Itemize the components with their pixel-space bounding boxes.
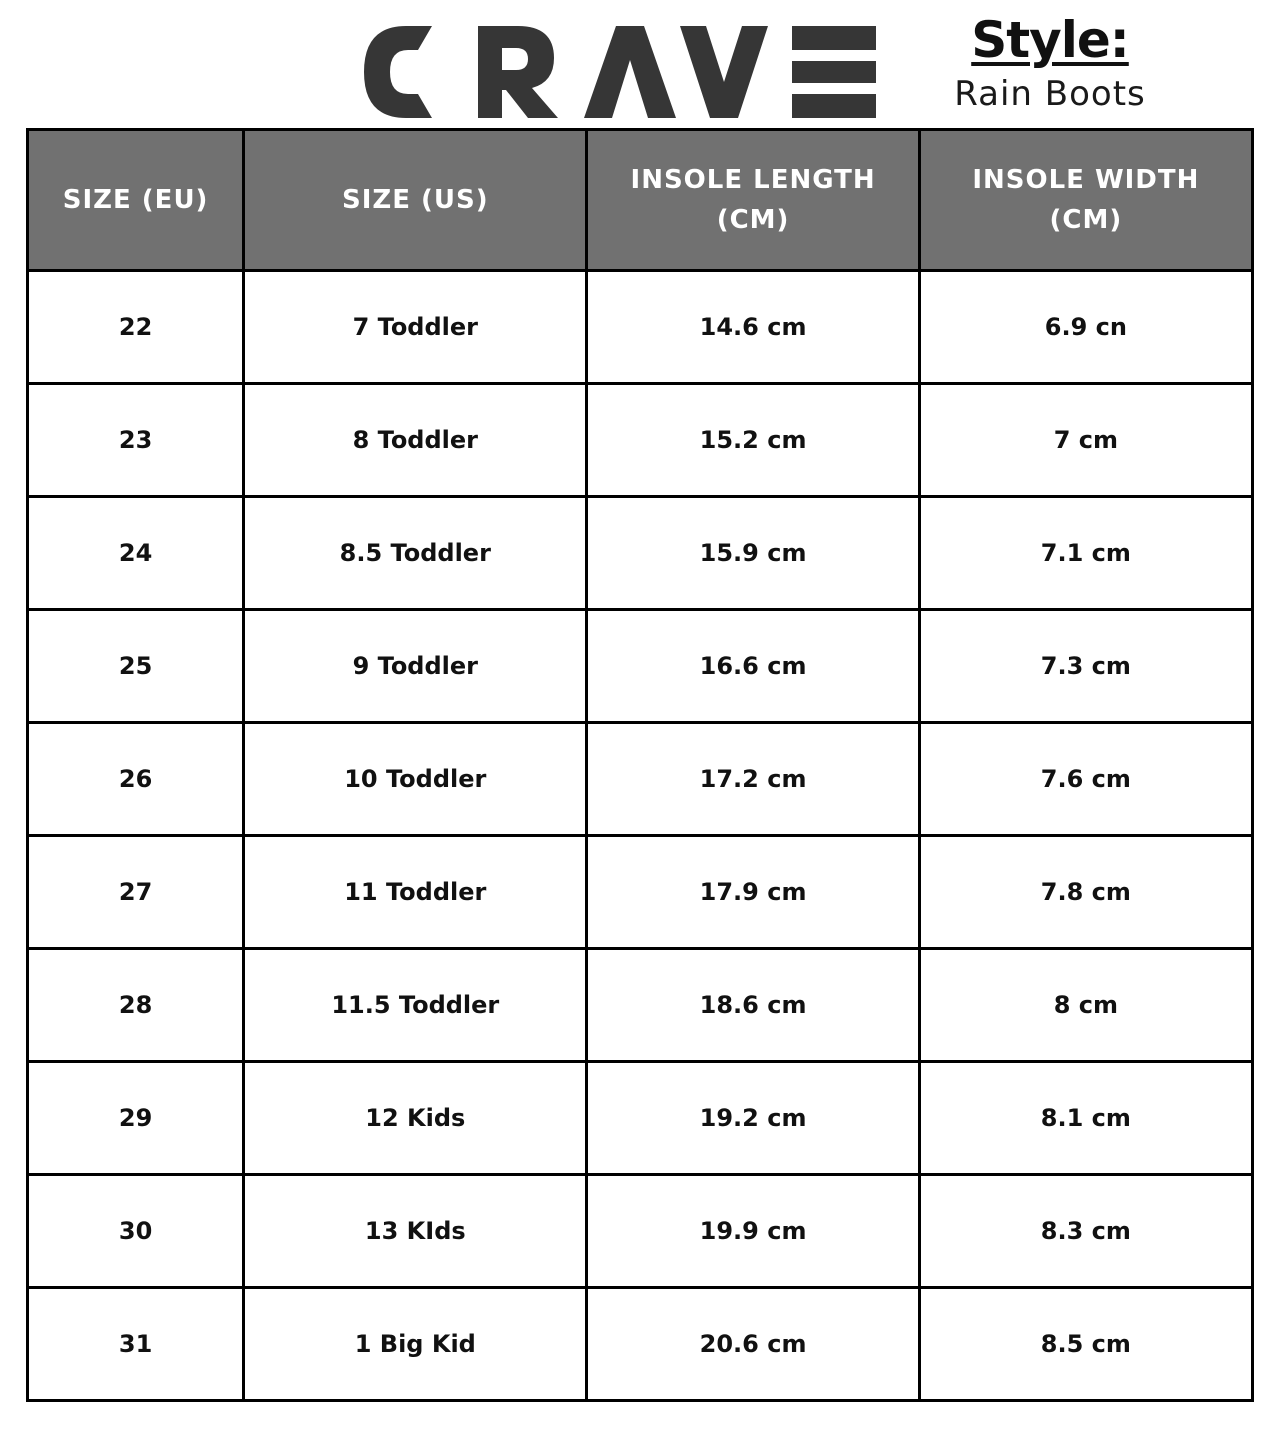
cell-size-us: 1 Big Kid [244, 1288, 587, 1401]
table-row [28, 836, 1253, 949]
cell-insole-width: 8.1 cm [919, 1062, 1252, 1175]
cell-insole-length: 17.2 cm [587, 723, 919, 836]
style-block [930, 10, 1170, 116]
logo-letter-r [478, 26, 558, 118]
header-size-eu-label: SIZE (EU) [62, 185, 209, 215]
header-insole-width-line1: INSOLE WIDTH [972, 165, 1200, 195]
cell-size-eu: 22 [28, 271, 244, 384]
cell-insole-width: 7.6 cm [919, 723, 1252, 836]
cell-size-eu: 25 [28, 610, 244, 723]
header-insole-length [587, 130, 919, 271]
cell-size-us: 8 Toddler [244, 384, 587, 497]
cell-insole-width: 8.5 cm [919, 1288, 1252, 1401]
table-row [28, 1062, 1253, 1175]
cell-insole-length: 14.6 cm [587, 271, 919, 384]
cell-insole-width: 8 cm [919, 949, 1252, 1062]
cell-size-us: 11 Toddler [244, 836, 587, 949]
header-insole-width [919, 130, 1252, 271]
logo-letter-e-mid [792, 61, 876, 83]
logo-letter-c [364, 26, 432, 118]
cell-size-us: 10 Toddler [244, 723, 587, 836]
header-insole-length-line1: INSOLE LENGTH [630, 165, 876, 195]
table-row [28, 384, 1253, 497]
table-header-row [28, 130, 1253, 271]
cell-insole-length: 15.9 cm [587, 497, 919, 610]
cell-size-us: 11.5 Toddler [244, 949, 587, 1062]
cell-size-us: 9 Toddler [244, 610, 587, 723]
style-heading: Style: [971, 11, 1129, 69]
logo-letter-e-bottom [792, 94, 876, 118]
cell-insole-width: 6.9 cn [919, 271, 1252, 384]
cell-insole-width: 8.3 cm [919, 1175, 1252, 1288]
header-insole-width-line2: (CM) [1049, 205, 1123, 235]
header-size-eu [28, 130, 244, 271]
header-size-us [244, 130, 587, 271]
cell-size-us: 7 Toddler [244, 271, 587, 384]
cell-size-eu: 28 [28, 949, 244, 1062]
cell-size-us: 13 KIds [244, 1175, 587, 1288]
cell-size-eu: 26 [28, 723, 244, 836]
size-chart-table [26, 128, 1254, 1402]
logo-letter-a [584, 26, 676, 118]
table-row [28, 949, 1253, 1062]
style-value: Rain Boots [954, 74, 1146, 114]
header-insole-length-line2: (CM) [716, 205, 790, 235]
header-size-us-label: SIZE (US) [341, 185, 489, 215]
cell-insole-width: 7 cm [919, 384, 1252, 497]
table-row [28, 1288, 1253, 1401]
cell-insole-length: 19.9 cm [587, 1175, 919, 1288]
logo-letter-v [680, 26, 768, 118]
table-row [28, 610, 1253, 723]
cell-insole-width: 7.1 cm [919, 497, 1252, 610]
cell-size-eu: 29 [28, 1062, 244, 1175]
cell-size-eu: 30 [28, 1175, 244, 1288]
cell-insole-length: 19.2 cm [587, 1062, 919, 1175]
cell-insole-width: 7.8 cm [919, 836, 1252, 949]
cell-insole-length: 17.9 cm [587, 836, 919, 949]
cell-insole-width: 7.3 cm [919, 610, 1252, 723]
logo-letter-e-top [792, 26, 876, 50]
cell-insole-length: 18.6 cm [587, 949, 919, 1062]
cell-insole-length: 15.2 cm [587, 384, 919, 497]
cell-insole-length: 20.6 cm [587, 1288, 919, 1401]
cell-insole-length: 16.6 cm [587, 610, 919, 723]
cell-size-eu: 23 [28, 384, 244, 497]
table-row [28, 271, 1253, 384]
table-row [28, 1175, 1253, 1288]
cell-size-eu: 24 [28, 497, 244, 610]
cell-size-eu: 27 [28, 836, 244, 949]
cell-size-eu: 31 [28, 1288, 244, 1401]
cell-size-us: 8.5 Toddler [244, 497, 587, 610]
crave-logo [360, 20, 880, 124]
table-row [28, 497, 1253, 610]
cell-size-us: 12 Kids [244, 1062, 587, 1175]
table-row [28, 723, 1253, 836]
